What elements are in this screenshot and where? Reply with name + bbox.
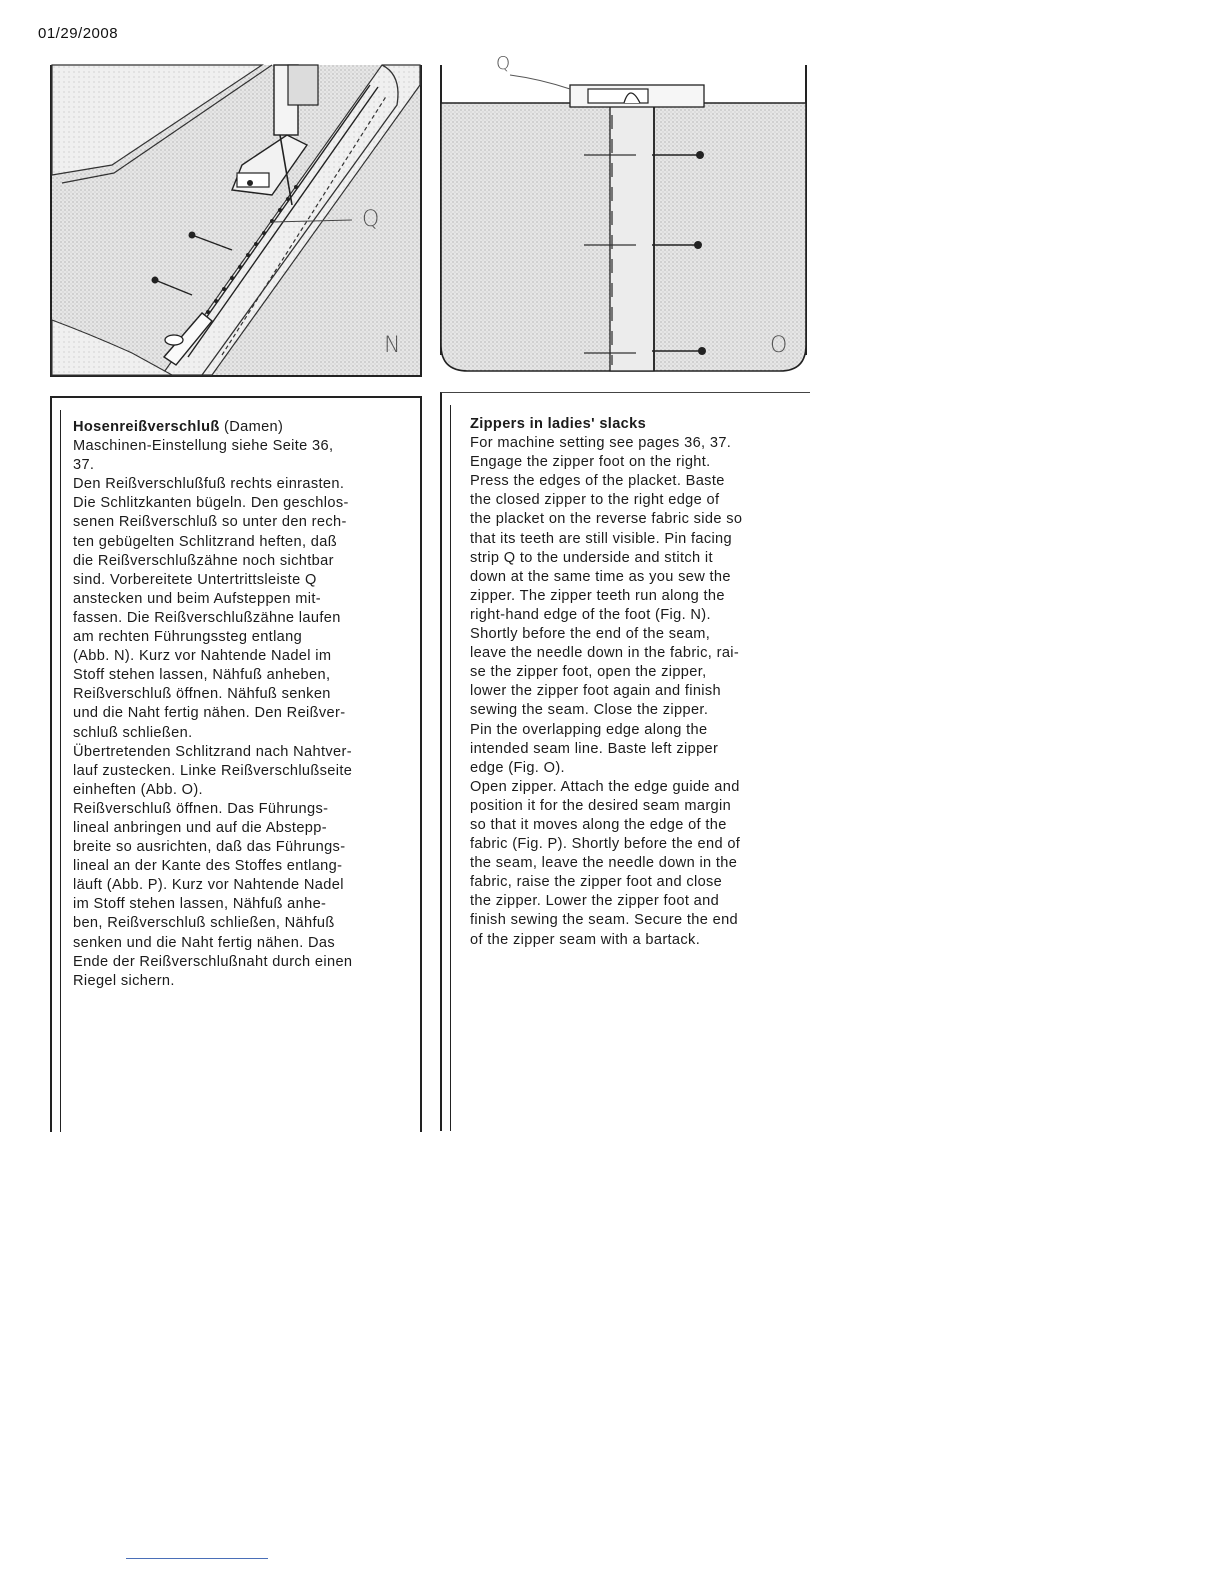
german-line: Maschinen-Einstellung siehe Seite 36,	[73, 438, 334, 455]
english-line: leave the needle down in the fabric, rai-	[470, 645, 740, 662]
german-line: lineal anbringen und auf die Abstepp-	[73, 819, 327, 836]
english-line: edge (Fig. O).	[470, 759, 565, 776]
english-line: position it for the desired seam margin	[470, 797, 732, 814]
english-line: of the zipper seam with a bartack.	[470, 931, 701, 948]
german-line: 37.	[73, 457, 95, 474]
german-line: Riegel sichern.	[73, 972, 175, 989]
german-line: ben, Reißverschluß schließen, Nähfuß	[73, 915, 335, 932]
english-line: fabric, raise the zipper foot and close	[470, 874, 723, 891]
german-line: und die Naht fertig nähen. Den Reißver-	[73, 705, 346, 722]
english-line: zipper. The zipper teeth run along the	[470, 587, 725, 604]
figure-o	[440, 53, 808, 375]
german-line: lauf zustecken. Linke Reißverschlußseite	[73, 762, 353, 779]
german-line: sind. Vorbereitete Untertrittsleiste Q	[73, 571, 317, 588]
english-line: the closed zipper to the right edge of	[470, 492, 720, 509]
german-line: schluß schließen.	[73, 724, 193, 741]
german-line: Reißverschluß öffnen. Das Führungs-	[73, 800, 329, 817]
figure-o-label: O	[770, 333, 788, 358]
german-instructions	[73, 418, 403, 991]
german-line: Ende der Reißverschlußnaht durch einen	[73, 953, 353, 970]
english-line: lower the zipper foot again and finish	[470, 683, 722, 700]
english-line: Shortly before the end of the seam,	[470, 626, 711, 643]
figure-n-callout-q: Q	[362, 207, 380, 232]
german-line: senen Reißverschluß so unter den rech-	[73, 514, 347, 531]
german-line: anstecken und beim Aufsteppen mit-	[73, 590, 321, 607]
german-heading-suffix: (Damen)	[219, 419, 284, 435]
english-line: Pin the overlapping edge along the	[470, 721, 708, 738]
page-date: 01/29/2008	[38, 25, 119, 42]
bottom-rule	[126, 1558, 268, 1559]
german-line: breite so ausrichten, daß das Führungs-	[73, 839, 346, 856]
german-line: Stoff stehen lassen, Nähfuß anheben,	[73, 667, 331, 684]
english-line: right-hand edge of the foot (Fig. N).	[470, 606, 711, 623]
german-line: (Abb. N). Kurz vor Nahtende Nadel im	[73, 648, 332, 665]
german-line: Die Schlitzkanten bügeln. Den geschlos-	[73, 495, 349, 512]
english-line: down at the same time as you sew the	[470, 568, 731, 585]
english-line: fabric (Fig. P). Shortly before the end of	[470, 836, 741, 853]
german-line: Den Reißverschlußfuß rechts einrasten.	[73, 476, 345, 493]
english-line: so that it moves along the edge of the	[470, 816, 727, 833]
german-line: Reißverschluß öffnen. Nähfuß senken	[73, 686, 331, 703]
english-instructions	[470, 415, 800, 950]
german-line: senken und die Naht fertig nähen. Das	[73, 934, 336, 951]
figure-o-illustration	[440, 65, 808, 375]
english-line: sewing the seam. Close the zipper.	[470, 702, 709, 719]
english-line: intended seam line. Baste left zipper	[470, 740, 719, 757]
german-heading-line	[73, 418, 403, 437]
german-line: läuft (Abb. P). Kurz vor Nahtende Nadel	[73, 877, 344, 894]
german-line: die Reißverschlußzähne noch sichtbar	[73, 552, 334, 569]
german-heading: Hosenreißverschluß	[73, 419, 220, 435]
english-line: the seam, leave the needle down in the	[470, 855, 738, 872]
german-line: im Stoff stehen lassen, Nähfuß anhe-	[73, 896, 327, 913]
german-line: lineal an der Kante des Stoffes entlang-	[73, 858, 343, 875]
german-line: am rechten Führungssteg entlang	[73, 629, 303, 646]
english-line: Open zipper. Attach the edge guide and	[470, 778, 740, 795]
english-line: For machine setting see pages 36, 37.	[470, 435, 732, 452]
german-line: fassen. Die Reißverschlußzähne laufen	[73, 609, 341, 626]
english-line: finish sewing the seam. Secure the end	[470, 912, 739, 929]
english-line: strip Q to the underside and stitch it	[470, 549, 713, 566]
english-heading: Zippers in ladies' slacks	[470, 416, 647, 432]
english-line: that its teeth are still visible. Pin facing	[470, 530, 732, 547]
english-line: se the zipper foot, open the zipper,	[470, 664, 707, 681]
english-line: the zipper. Lower the zipper foot and	[470, 893, 720, 910]
german-line: einheften (Abb. O).	[73, 781, 203, 798]
german-line: ten gebügelten Schlitzrand heften, daß	[73, 533, 338, 550]
german-line: Übertretenden Schlitzrand nach Nahtver-	[73, 743, 352, 760]
figure-o-callout-q: Q	[496, 53, 511, 74]
english-line: the placket on the reverse fabric side so	[470, 511, 743, 528]
figure-n	[50, 65, 422, 377]
english-line: Press the edges of the placket. Baste	[470, 473, 725, 490]
figure-n-label: N	[384, 333, 401, 358]
english-line: Engage the zipper foot on the right.	[470, 454, 711, 471]
